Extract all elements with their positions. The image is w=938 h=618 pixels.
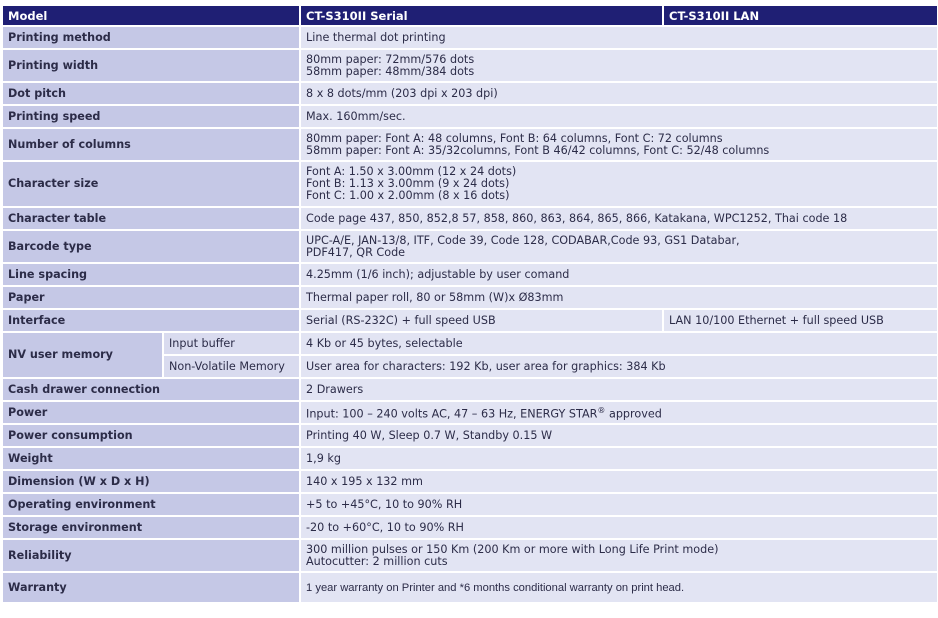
- printing-width-label: Printing width: [3, 50, 299, 81]
- printing-width-line: 58mm paper: 48mm/384 dots: [306, 64, 475, 78]
- number-of-columns-line: 58mm paper: Font A: 35/32columns, Font B 46/42 columns, Font C: 52/48 columns: [306, 143, 770, 157]
- weight-label: Weight: [3, 448, 299, 469]
- number-of-columns-label: Number of columns: [3, 129, 299, 160]
- line-spacing-value: 4.25mm (1/6 inch); adjustable by user comand: [301, 264, 937, 285]
- interface-serial-value: Serial (RS-232C) + full speed USB: [301, 310, 662, 331]
- nonvolatile-memory-label: Non-Volatile Memory: [164, 356, 299, 377]
- power-value-suffix: approved: [605, 407, 662, 421]
- row-printing-method: [3, 27, 937, 48]
- character-table-value: Code page 437, 850, 852,8 57, 858, 860, 863, 864, 865, 866, Katakana, WPC1252, Thai code 18: [301, 208, 937, 229]
- row-interface: [3, 310, 937, 331]
- nonvolatile-memory-value: User area for characters: 192 Kb, user area for graphics: 384 Kb: [301, 356, 937, 377]
- printing-method-value: Line thermal dot printing: [301, 27, 937, 48]
- printing-speed-value: Max. 160mm/sec.: [301, 106, 937, 127]
- reliability-line: 300 million pulses or 150 Km (200 Km or more with Long Life Print mode): [306, 542, 719, 556]
- interface-lan-value: LAN 10/100 Ethernet + full speed USB: [664, 310, 937, 331]
- row-storage-environment: [3, 517, 937, 538]
- printing-width-line: 80mm paper: 72mm/576 dots: [306, 52, 475, 66]
- row-printing-speed: [3, 106, 937, 127]
- character-size-line: Font A: 1.50 x 3.00mm (12 x 24 dots): [306, 165, 517, 178]
- dot-pitch-label: Dot pitch: [3, 83, 299, 104]
- row-printing-width: [3, 50, 937, 81]
- row-power-consumption: [3, 425, 937, 446]
- character-size-label: Character size: [3, 162, 299, 206]
- row-barcode-type: [3, 231, 937, 262]
- row-dot-pitch: [3, 83, 937, 104]
- row-nv-input-buffer: [3, 333, 937, 354]
- printing-speed-label: Printing speed: [3, 106, 299, 127]
- row-dimension: [3, 471, 937, 492]
- printing-width-value: [301, 50, 937, 81]
- reliability-line: Autocutter: 2 million cuts: [306, 554, 448, 568]
- power-label: Power: [3, 402, 299, 423]
- row-weight: [3, 448, 937, 469]
- storage-environment-value: -20 to +60°C, 10 to 90% RH: [301, 517, 937, 538]
- cash-drawer-value: 2 Drawers: [301, 379, 937, 400]
- row-reliability: [3, 540, 937, 571]
- row-warranty: [3, 573, 937, 602]
- header-serial-model: CT-S310II Serial: [301, 6, 662, 25]
- header-model-label: Model: [3, 6, 299, 25]
- power-value-text: Input: 100 – 240 volts AC, 47 – 63 Hz, ENERGY STAR: [306, 407, 598, 421]
- dimension-label: Dimension (W x D x H): [3, 471, 299, 492]
- warranty-label: Warranty: [3, 573, 299, 602]
- row-line-spacing: [3, 264, 937, 285]
- barcode-type-value: [301, 231, 937, 262]
- dot-pitch-value: 8 x 8 dots/mm (203 dpi x 203 dpi): [301, 83, 937, 104]
- row-paper: [3, 287, 937, 308]
- power-consumption-label: Power consumption: [3, 425, 299, 446]
- reliability-value: [301, 540, 937, 571]
- row-number-of-columns: [3, 129, 937, 160]
- paper-label: Paper: [3, 287, 299, 308]
- row-power: [3, 402, 937, 423]
- barcode-type-line: UPC-A/E, JAN-13/8, ITF, Code 39, Code 128, CODABAR,Code 93, GS1 Databar,: [306, 233, 740, 247]
- number-of-columns-value: [301, 129, 937, 160]
- character-table-label: Character table: [3, 208, 299, 229]
- character-size-line: Font B: 1.13 x 3.00mm (9 x 24 dots): [306, 177, 510, 190]
- power-value: [301, 402, 937, 423]
- barcode-type-line: PDF417, QR Code: [306, 245, 406, 259]
- line-spacing-label: Line spacing: [3, 264, 299, 285]
- header-lan-model: CT-S310II LAN: [664, 6, 937, 25]
- operating-environment-value: +5 to +45°C, 10 to 90% RH: [301, 494, 937, 515]
- dimension-value: 140 x 195 x 132 mm: [301, 471, 937, 492]
- spec-table: [1, 4, 938, 604]
- row-operating-environment: [3, 494, 937, 515]
- registered-mark: ®: [597, 405, 606, 415]
- power-consumption-value: Printing 40 W, Sleep 0.7 W, Standby 0.15 W: [301, 425, 937, 446]
- barcode-type-label: Barcode type: [3, 231, 299, 262]
- interface-label: Interface: [3, 310, 299, 331]
- warranty-value: 1 year warranty on Printer and *6 months conditional warranty on print head.: [301, 573, 937, 602]
- input-buffer-label: Input buffer: [164, 333, 299, 354]
- printing-method-label: Printing method: [3, 27, 299, 48]
- row-character-size: [3, 162, 937, 206]
- cash-drawer-label: Cash drawer connection: [3, 379, 299, 400]
- number-of-columns-line: 80mm paper: Font A: 48 columns, Font B: 64 columns, Font C: 72 columns: [306, 131, 723, 145]
- row-cash-drawer: [3, 379, 937, 400]
- nv-user-memory-label: NV user memory: [3, 333, 162, 377]
- input-buffer-value: 4 Kb or 45 bytes, selectable: [301, 333, 937, 354]
- reliability-label: Reliability: [3, 540, 299, 571]
- character-size-value: [301, 162, 937, 206]
- paper-value: Thermal paper roll, 80 or 58mm (W)x Ø83mm: [301, 287, 937, 308]
- weight-value: 1,9 kg: [301, 448, 937, 469]
- operating-environment-label: Operating environment: [3, 494, 299, 515]
- storage-environment-label: Storage environment: [3, 517, 299, 538]
- character-size-line: Font C: 1.00 x 2.00mm (8 x 16 dots): [306, 189, 510, 202]
- header-row: [3, 6, 937, 25]
- row-character-table: [3, 208, 937, 229]
